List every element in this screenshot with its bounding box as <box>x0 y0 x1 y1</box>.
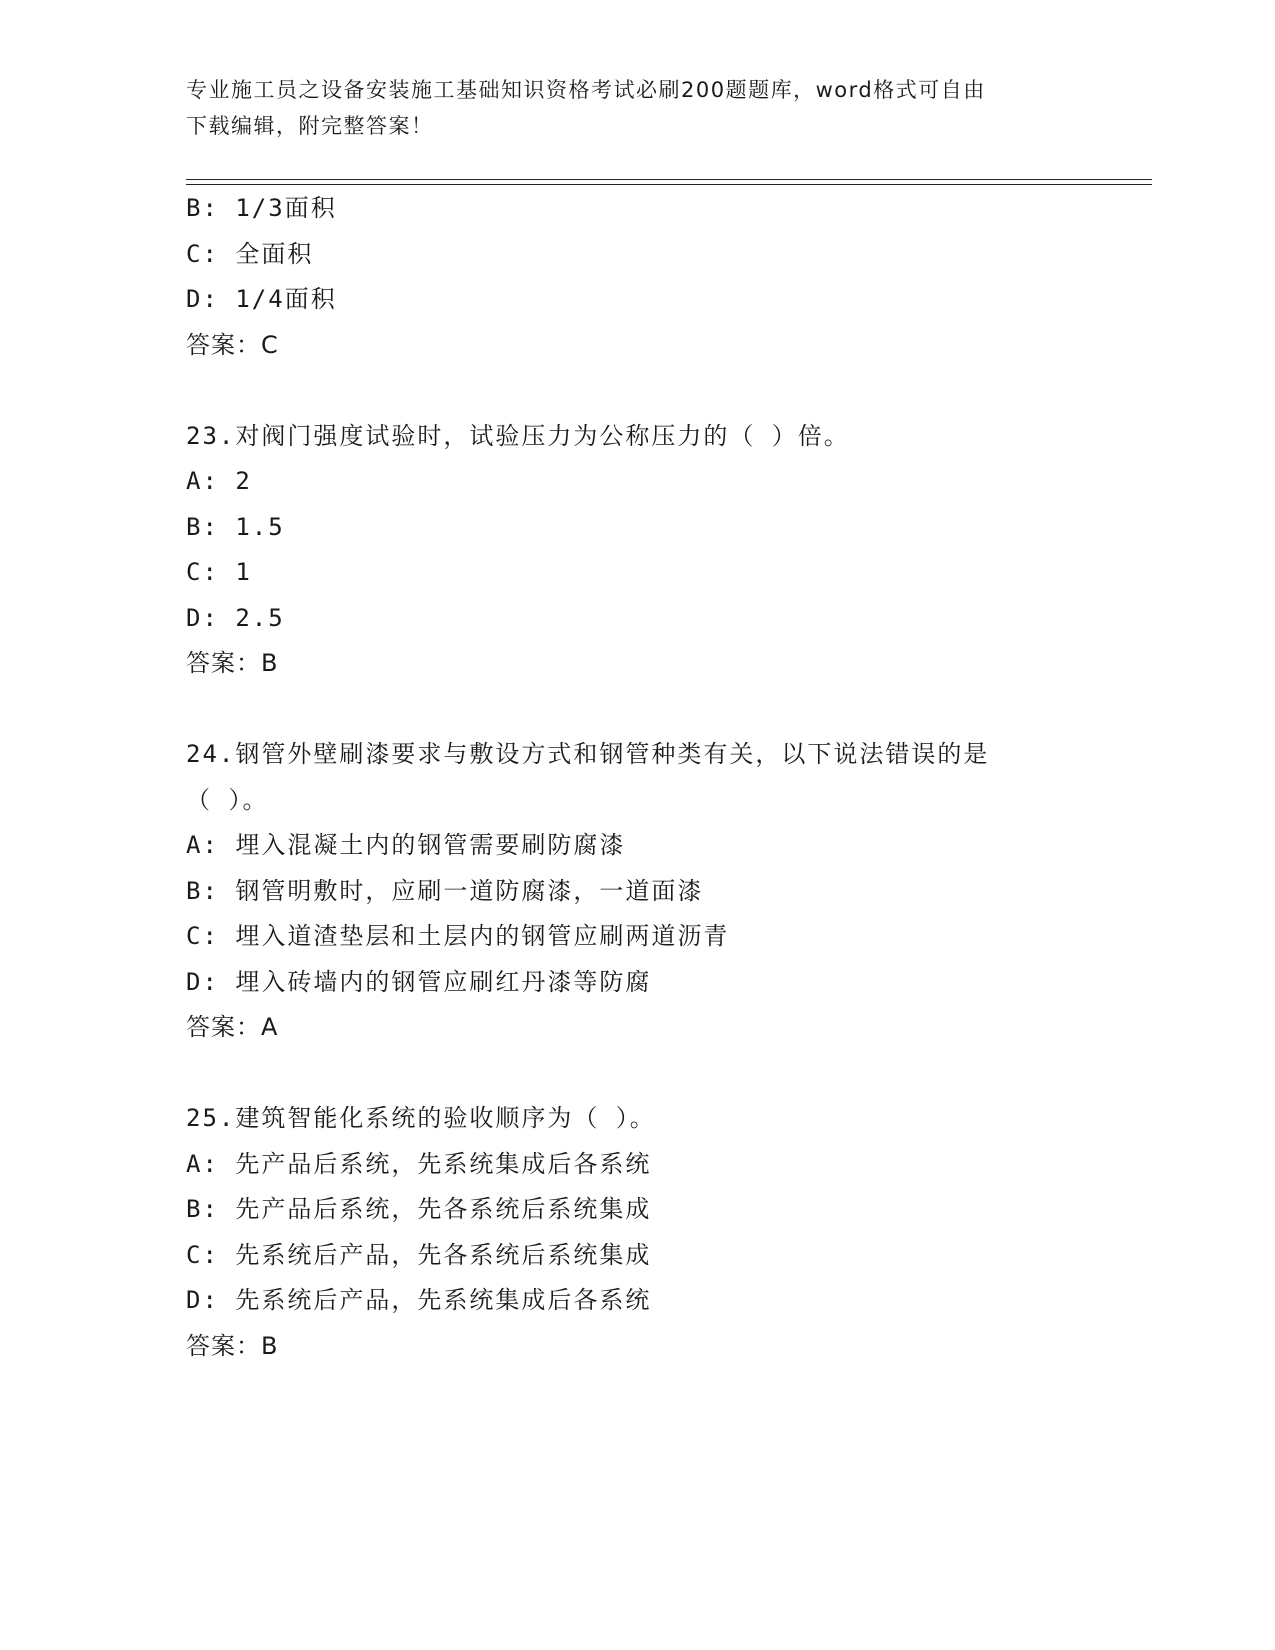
header-line-2: 下载编辑，附完整答案！ <box>186 114 434 138</box>
option-b: B: 先产品后系统，先各系统后系统集成 <box>186 1195 652 1223</box>
option-b: B: 1.5 <box>186 512 285 541</box>
header-divider-bottom <box>186 184 1152 185</box>
question-24 <box>186 732 1086 1051</box>
question-spacer <box>186 1051 1086 1097</box>
option-b: B: 1/3面积 <box>186 194 337 222</box>
header-divider-top <box>186 179 1152 180</box>
answer-line: 答案：A <box>186 1013 279 1041</box>
document-header <box>186 72 1066 144</box>
question-stem: 24.钢管外壁刷漆要求与敷设方式和钢管种类有关，以下说法错误的是 <box>186 740 990 768</box>
option-d: D: 2.5 <box>186 603 285 632</box>
option-d: D: 埋入砖墙内的钢管应刷红丹漆等防腐 <box>186 967 652 996</box>
question-list <box>186 186 1086 1369</box>
option-c: C: 1 <box>186 558 252 586</box>
option-b: B: 钢管明敷时，应刷一道防腐漆，一道面漆 <box>186 876 704 905</box>
question-stem: 25.建筑智能化系统的验收顺序为（ ）。 <box>186 1104 656 1132</box>
question-spacer <box>186 368 1086 414</box>
question-stem: 23.对阀门强度试验时，试验压力为公称压力的（ ）倍。 <box>186 421 850 450</box>
answer-line: 答案：B <box>186 649 279 677</box>
option-d: D: 1/4面积 <box>186 285 337 313</box>
previous-question-block <box>186 186 1086 368</box>
question-stem-continued: （ ）。 <box>186 785 269 814</box>
question-spacer <box>186 687 1086 733</box>
option-d: D: 先系统后产品，先系统集成后各系统 <box>186 1286 652 1314</box>
option-c: C: 先系统后产品，先各系统后系统集成 <box>186 1240 652 1269</box>
header-line-1: 专业施工员之设备安装施工基础知识资格考试必刷200题题库，word格式可自由 <box>186 78 986 102</box>
option-c: C: 全面积 <box>186 239 314 268</box>
option-a: A: 埋入混凝土内的钢管需要刷防腐漆 <box>186 831 626 859</box>
question-23 <box>186 414 1086 687</box>
option-a: A: 先产品后系统，先系统集成后各系统 <box>186 1149 652 1178</box>
question-25 <box>186 1096 1086 1369</box>
option-c: C: 埋入道渣垫层和土层内的钢管应刷两道沥青 <box>186 922 730 950</box>
option-a: A: 2 <box>186 467 252 495</box>
answer-line: 答案：C <box>186 330 279 359</box>
answer-line: 答案：B <box>186 1331 279 1360</box>
